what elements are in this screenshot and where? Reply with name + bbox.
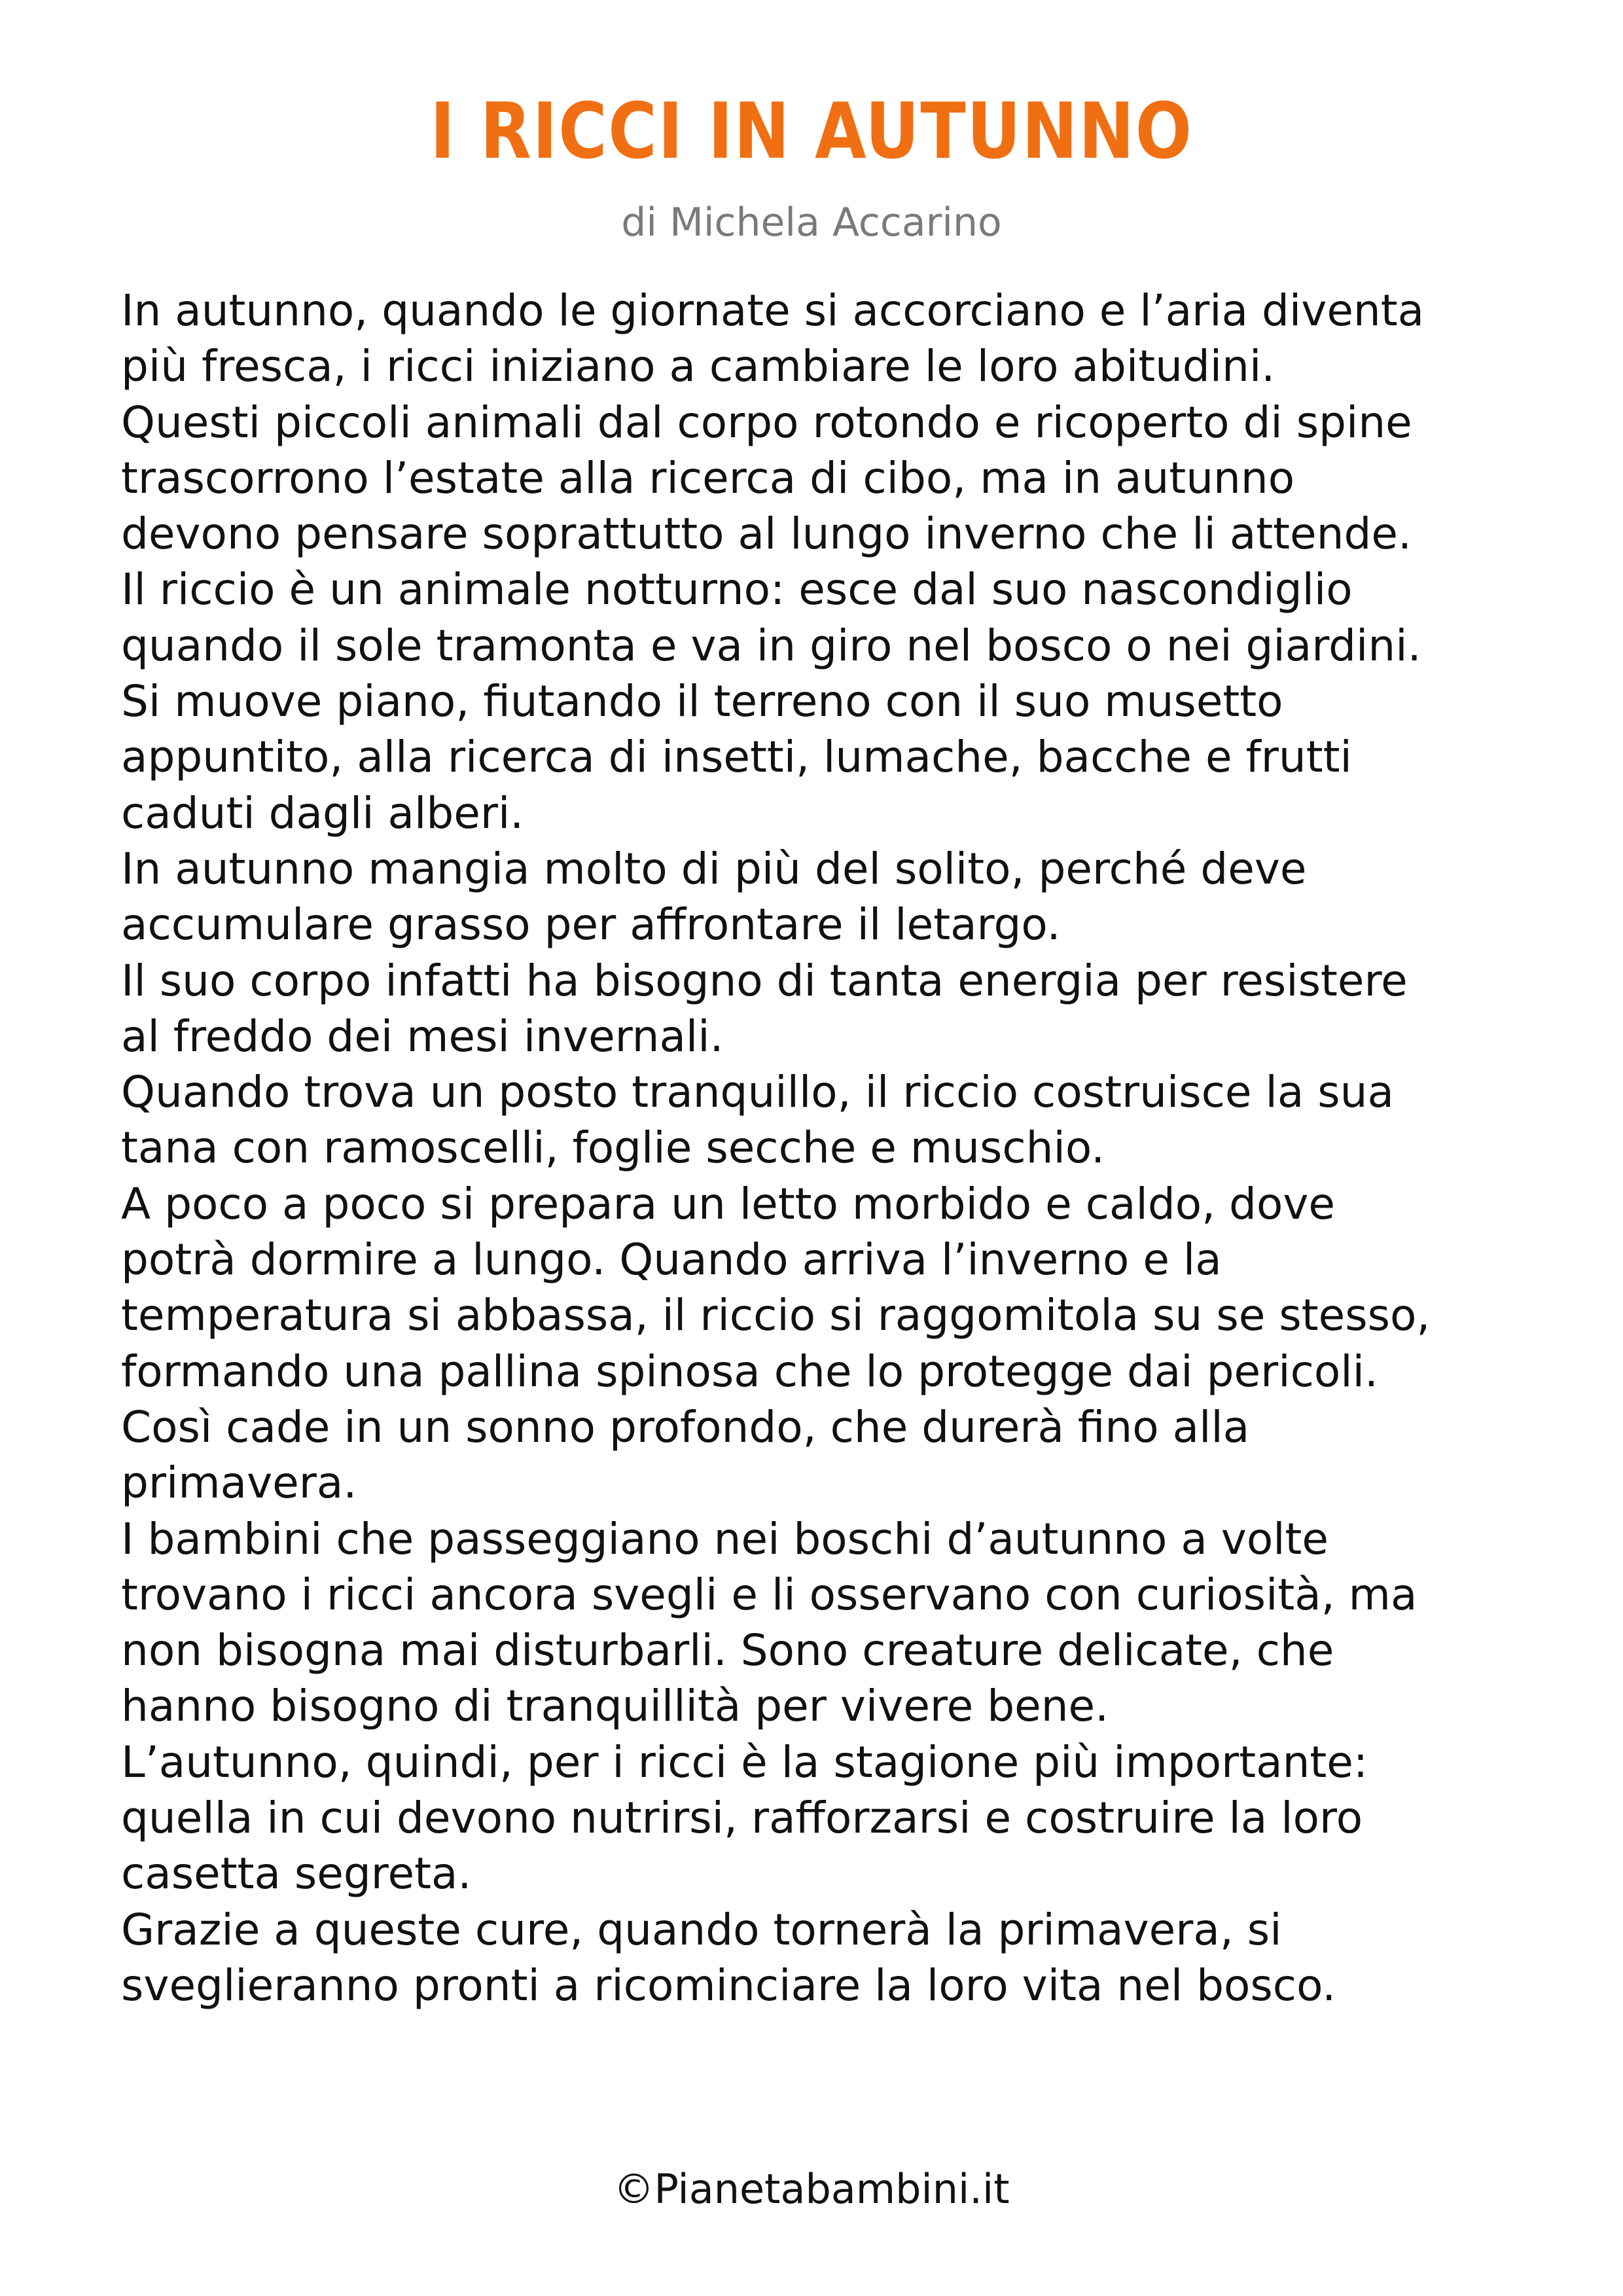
text-line: In autunno mangia molto di più del solito, perché deve <box>121 843 1307 894</box>
copyright-footer: ©Pianetabambini.it <box>613 2165 1010 2213</box>
text-line: accumulare grasso per affrontare il letargo. <box>121 899 1061 950</box>
text-line: Questi piccoli animali dal corpo rotondo e ricoperto di spine <box>121 397 1412 448</box>
text-line: Così cade in un sonno profondo, che durerà fino alla <box>121 1401 1250 1452</box>
text-line: primavera. <box>121 1458 357 1509</box>
text-line: temperatura si abbassa, il riccio si raggomitola su se stesso, <box>121 1290 1431 1341</box>
text-line: trovano i ricci ancora svegli e li osservano con curiosità, ma <box>121 1569 1418 1620</box>
text-line: al freddo dei mesi invernali. <box>121 1011 724 1062</box>
text-line: devono pensare soprattutto al lungo inverno che li attende. <box>121 509 1412 560</box>
text-line: I bambini che passeggiano nei boschi d’autunno a volte <box>121 1513 1329 1564</box>
text-line: quella in cui devono nutrirsi, rafforzarsi e costruire la loro <box>121 1793 1363 1844</box>
text-line: Si muove piano, fiutando il terreno con il suo musetto <box>121 676 1283 727</box>
document-title: I RICCI IN AUTUNNO <box>430 86 1193 176</box>
story-text <box>121 283 1528 2013</box>
text-line: più fresca, i ricci iniziano a cambiare le loro abitudini. <box>121 341 1275 392</box>
text-line: trascorrono l’estate alla ricerca di cibo, ma in autunno <box>121 452 1295 503</box>
text-line: Il suo corpo infatti ha bisogno di tanta energia per resistere <box>121 955 1408 1006</box>
text-line: In autunno, quando le giornate si accorciano e l’aria diventa <box>121 285 1425 336</box>
text-line: Grazie a queste cure, quando tornerà la primavera, si <box>121 1904 1282 1955</box>
text-line: sveglieranno pronti a ricominciare la loro vita nel bosco. <box>121 1960 1336 2011</box>
text-line: formando una pallina spinosa che lo protegge dai pericoli. <box>121 1346 1378 1397</box>
text-line: non bisogna mai disturbarli. Sono creature delicate, che <box>121 1625 1334 1676</box>
text-line: quando il sole tramonta e va in giro nel bosco o nei giardini. <box>121 620 1421 671</box>
text-line: L’autunno, quindi, per i ricci è la stagione più importante: <box>121 1736 1368 1787</box>
text-line: tana con ramoscelli, foglie secche e muschio. <box>121 1122 1105 1174</box>
text-line: A poco a poco si prepara un letto morbido e caldo, dove <box>121 1178 1335 1229</box>
text-line: hanno bisogno di tranquillità per vivere bene. <box>121 1681 1109 1732</box>
text-line: Quando trova un posto tranquillo, il riccio costruisce la sua <box>121 1067 1394 1118</box>
text-line: appuntito, alla ricerca di insetti, lumache, bacche e frutti <box>121 732 1352 783</box>
text-line: casetta segreta. <box>121 1848 472 1899</box>
text-line: potrà dormire a lungo. Quando arriva l’inverno e la <box>121 1234 1222 1285</box>
text-line: caduti dagli alberi. <box>121 787 524 838</box>
document-author: di Michela Accarino <box>621 200 1002 245</box>
text-line: Il riccio è un animale notturno: esce dal suo nascondiglio <box>121 564 1353 615</box>
